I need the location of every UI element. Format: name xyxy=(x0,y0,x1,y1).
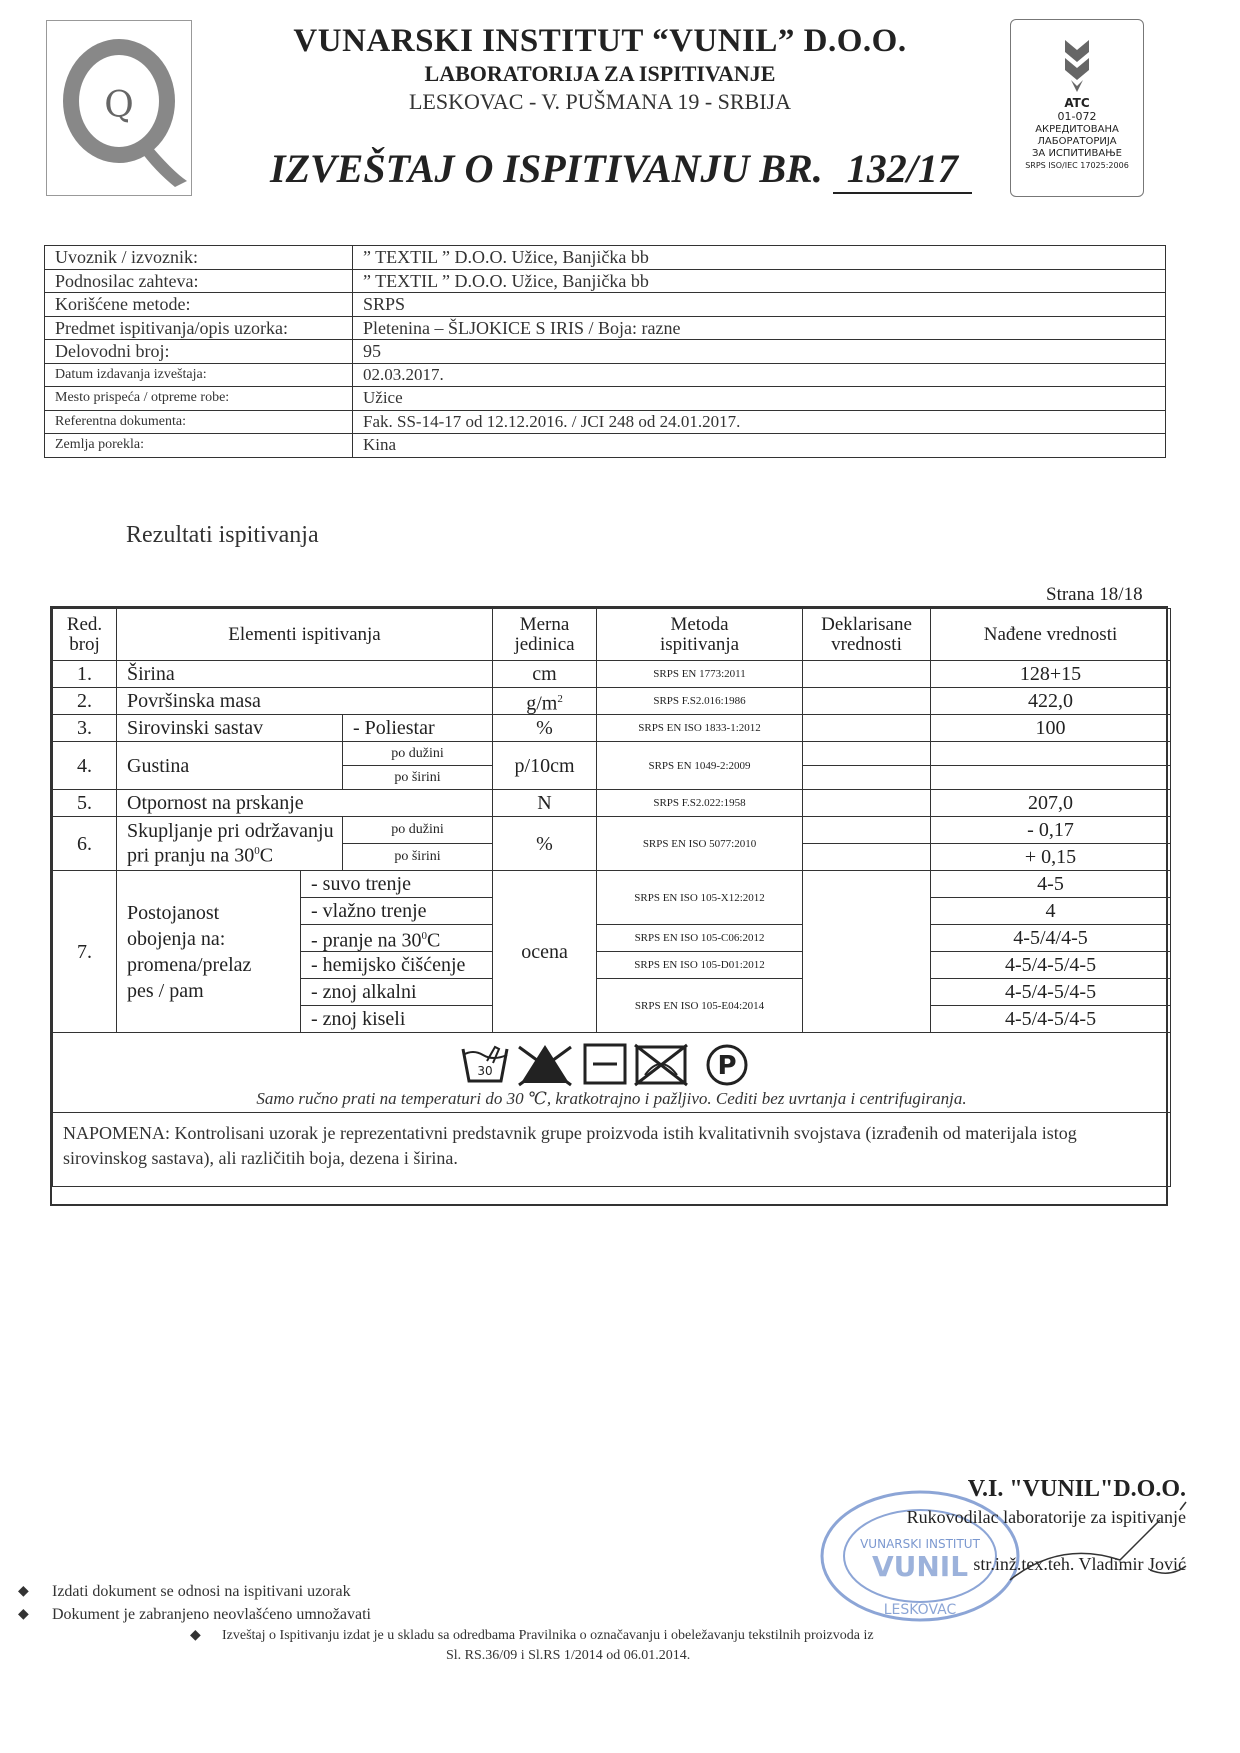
row-found: 100 xyxy=(931,715,1171,742)
row-no: 6. xyxy=(53,817,117,871)
col-element: Elementi ispitivanja xyxy=(117,609,493,661)
row-no: 3. xyxy=(53,715,117,742)
row-unit: N xyxy=(493,790,597,817)
row-declared xyxy=(803,742,931,766)
info-key: Referentna dokumenta: xyxy=(45,410,353,434)
care-row xyxy=(53,1033,1171,1113)
note-row xyxy=(53,1113,1171,1187)
info-row xyxy=(45,316,1166,340)
atc-line3: ЗА ИСПИТИВАЊЕ xyxy=(1032,148,1122,159)
row-no: 4. xyxy=(53,742,117,790)
accreditation-badge xyxy=(1010,19,1144,197)
info-value: Kina xyxy=(353,434,1166,458)
row-found: 4-5/4/4-5 xyxy=(931,925,1171,952)
row-found: 4-5/4-5/4-5 xyxy=(931,979,1171,1006)
row-sub: - znoj alkalni xyxy=(301,979,493,1006)
atc-number: 01-072 xyxy=(1057,110,1097,123)
row-unit: $g/m^2$ xyxy=(493,688,597,715)
col-found: Nađene vrednosti xyxy=(931,609,1171,661)
institute-name: VUNARSKI INSTITUT “VUNIL” D.O.O. xyxy=(293,23,907,59)
row-declared xyxy=(803,766,931,790)
col-no: Red. broj xyxy=(53,609,117,661)
row-name: Sirovinski sastav xyxy=(117,715,343,742)
info-value: SRPS xyxy=(353,293,1166,317)
info-table xyxy=(44,245,1166,458)
footer-note-cont: Sl. RS.36/09 i Sl.RS 1/2014 od 06.01.2014. xyxy=(446,1648,691,1663)
row-method: SRPS EN 1773:2011 xyxy=(597,661,803,688)
dry-clean-p-icon xyxy=(708,1046,746,1084)
row-declared xyxy=(803,661,931,688)
row-found: - 0,17 xyxy=(931,817,1171,844)
bullet-icon: ◆ xyxy=(190,1628,201,1643)
row-sub: - pranje na $30^0C$ xyxy=(301,925,493,952)
table-row xyxy=(53,688,1171,715)
row-no: 5. xyxy=(53,790,117,817)
row-found: 4-5/4-5/4-5 xyxy=(931,952,1171,979)
header xyxy=(220,22,980,116)
table-row xyxy=(53,661,1171,688)
stamp-line1: VUNARSKI INSTITUT xyxy=(860,1537,980,1551)
row-found: 4-5/4-5/4-5 xyxy=(931,1006,1171,1033)
row-unit: % xyxy=(493,715,597,742)
info-value: 95 xyxy=(353,340,1166,364)
row-found: 207,0 xyxy=(931,790,1171,817)
table-row xyxy=(53,715,1171,742)
row-name: Površinska masa xyxy=(117,688,493,715)
row-unit: ocena xyxy=(493,871,597,1033)
row-name: Širina xyxy=(117,661,493,688)
atc-code: ATC xyxy=(1064,96,1090,110)
row-method: SRPS EN ISO 5077:2010 xyxy=(597,817,803,871)
row-method: SRPS EN ISO 105-D01:2012 xyxy=(597,952,803,979)
footer-note: ◆ Izveštaj o Ispitivanju izdat je u skladu sa odredbama Pravilnika o označavanju i obeležavanju tekstilnih proizvoda iz xyxy=(14,1626,1174,1646)
info-key: Mesto prispeća / otpreme robe: xyxy=(45,387,353,411)
svg-text:30: 30 xyxy=(476,1063,493,1078)
row-no: 7. xyxy=(53,871,117,1033)
info-value: Fak. SS-14-17 od 12.12.2016. / JCI 248 od 24.01.2017. xyxy=(353,410,1166,434)
care-cell xyxy=(53,1033,1171,1113)
info-row xyxy=(45,293,1166,317)
row-found: + 0,15 xyxy=(931,844,1171,871)
info-row xyxy=(45,363,1166,387)
row-declared xyxy=(803,817,931,844)
row-unit: % xyxy=(493,817,597,871)
row-method: SRPS EN ISO 1833-1:2012 xyxy=(597,715,803,742)
row-declared xyxy=(803,844,931,871)
header-row xyxy=(53,609,1171,661)
row-sub: po dužini xyxy=(343,742,493,766)
info-key: Korišćene metode: xyxy=(45,293,353,317)
info-row xyxy=(45,410,1166,434)
laboratory-name: LABORATORIJA ZA ISPITIVANJE xyxy=(424,61,776,86)
bullet-icon: ◆ xyxy=(18,1607,29,1622)
info-value: 02.03.2017. xyxy=(353,363,1166,387)
logo-letters: Q xyxy=(104,85,134,126)
info-row xyxy=(45,246,1166,270)
row-sub: - Poliestar xyxy=(343,715,493,742)
col-unit: Merna jedinica xyxy=(493,609,597,661)
no-bleach-icon xyxy=(519,1045,571,1085)
row-declared xyxy=(803,790,931,817)
atc-line2: ЛАБОРАТОРИЈА xyxy=(1037,136,1117,147)
row-name: Postojanost obojenja na: promena/prelaz pes / pam xyxy=(117,871,301,1033)
row-name: Skupljanje pri održavanju pri pranju na $30^0C$ xyxy=(117,817,343,871)
info-row xyxy=(45,434,1166,458)
info-value: ” TEXTIL ” D.O.O. Užice, Banjička bb xyxy=(353,246,1166,270)
col-method: Metoda ispitivanja xyxy=(597,609,803,661)
atc-line1: АКРЕДИТОВАНА xyxy=(1035,124,1119,135)
address: LESKOVAC - V. PUŠMANA 19 - SRBIJA xyxy=(408,89,792,114)
row-found xyxy=(931,742,1171,766)
report-number: 132/17 xyxy=(833,145,972,194)
stamp-line2: VUNIL xyxy=(871,1550,969,1583)
row-name: Gustina xyxy=(117,742,343,790)
row-method: SRPS EN ISO 105-C06:2012 xyxy=(597,925,803,952)
info-key: Uvoznik / izvoznik: xyxy=(45,246,353,270)
no-tumble-dry-icon xyxy=(635,1045,687,1085)
signature-org: V.I. "VUNIL"D.O.O. xyxy=(967,1476,1186,1502)
row-sub: - hemijsko čišćenje xyxy=(301,952,493,979)
results-heading: Rezultati ispitivanja xyxy=(126,522,319,548)
row-name: Otpornost na prskanje xyxy=(117,790,493,817)
info-key: Zemlja porekla: xyxy=(45,434,353,458)
row-sub: - vlažno trenje xyxy=(301,898,493,925)
row-method: SRPS EN ISO 105-E04:2014 xyxy=(597,979,803,1033)
info-value: Pletenina – ŠLJOKICE S IRIS / Boja: razne xyxy=(353,316,1166,340)
info-row xyxy=(45,269,1166,293)
row-no: 1. xyxy=(53,661,117,688)
row-found: 4-5 xyxy=(931,871,1171,898)
row-method: SRPS F.S2.016:1986 xyxy=(597,688,803,715)
info-row xyxy=(45,340,1166,364)
row-found: 128+15 xyxy=(931,661,1171,688)
info-key: Podnosilac zahteva: xyxy=(45,269,353,293)
report-title xyxy=(270,145,972,194)
info-key: Predmet ispitivanja/opis uzorka: xyxy=(45,316,353,340)
results-table-body xyxy=(52,608,1171,1187)
hand-wash-30-icon xyxy=(463,1047,507,1081)
row-method: SRPS F.S2.022:1958 xyxy=(597,790,803,817)
row-unit: p/10cm xyxy=(493,742,597,790)
row-declared xyxy=(803,871,931,1033)
results-table-frame-2 xyxy=(50,606,1168,1206)
row-sub: - znoj kiseli xyxy=(301,1006,493,1033)
row-declared xyxy=(803,688,931,715)
row-found xyxy=(931,766,1171,790)
row-sub: - suvo trenje xyxy=(301,871,493,898)
svg-text:P: P xyxy=(716,1050,737,1081)
atc-mark-icon xyxy=(1011,36,1143,96)
info-row xyxy=(45,387,1166,411)
info-value: ” TEXTIL ” D.O.O. Užice, Banjička bb xyxy=(353,269,1166,293)
signature-name: str.inž.tex.teh. Vladimir Jović xyxy=(973,1554,1186,1574)
row-unit: cm xyxy=(493,661,597,688)
dry-flat-icon xyxy=(585,1045,625,1083)
footer-notes xyxy=(14,1580,1174,1666)
info-value: Užice xyxy=(353,387,1166,411)
note-text: NAPOMENA: Kontrolisani uzorak je reprezentativni predstavnik grupe proizvoda istih kvalitativnih svojstava (izrađenih od materijala istog sirovinskog sastava), ali različitih boja, dezena i širina. xyxy=(53,1113,1171,1187)
row-method: SRPS EN ISO 105-X12:2012 xyxy=(597,871,803,925)
row-method: SRPS EN 1049-2:2009 xyxy=(597,742,803,790)
table-row xyxy=(53,790,1171,817)
stamp-line3: LESKOVAC xyxy=(883,1602,957,1618)
table-row xyxy=(53,742,1171,766)
page-number: Strana 18/18 xyxy=(1046,584,1143,605)
signature-role: Rukovodilac laboratorije za ispitivanje xyxy=(906,1507,1186,1527)
row-no: 2. xyxy=(53,688,117,715)
row-sub: po dužini xyxy=(343,817,493,844)
footer-note: ◆ Dokument je zabranjeno neovlašćeno umnožavati xyxy=(14,1603,1174,1626)
institute-logo xyxy=(46,20,192,196)
row-sub: po širini xyxy=(343,766,493,790)
row-found: 4 xyxy=(931,898,1171,925)
table-row xyxy=(53,817,1171,844)
bullet-icon: ◆ xyxy=(18,1584,29,1599)
info-key: Datum izdavanja izveštaja: xyxy=(45,363,353,387)
atc-standard: SRPS ISO/IEC 17025:2006 xyxy=(1025,161,1129,170)
report-title-text: IZVEŠTAJ O ISPITIVANJU BR. xyxy=(270,146,823,191)
care-instructions: Samo ručno prati na temperaturi do 30 ℃, kratkotrajno i pažljivo. Cediti bez uvrtanja i centrifugiranja. xyxy=(256,1088,967,1108)
row-declared xyxy=(803,715,931,742)
col-declared: Deklarisane vrednosti xyxy=(803,609,931,661)
row-sub: po širini xyxy=(343,844,493,871)
info-key: Delovodni broj: xyxy=(45,340,353,364)
care-symbols xyxy=(57,1041,1166,1087)
row-found: 422,0 xyxy=(931,688,1171,715)
footer-note: ◆ Izdati dokument se odnosi na ispitivani uzorak xyxy=(14,1580,1174,1603)
table-row xyxy=(53,871,1171,898)
